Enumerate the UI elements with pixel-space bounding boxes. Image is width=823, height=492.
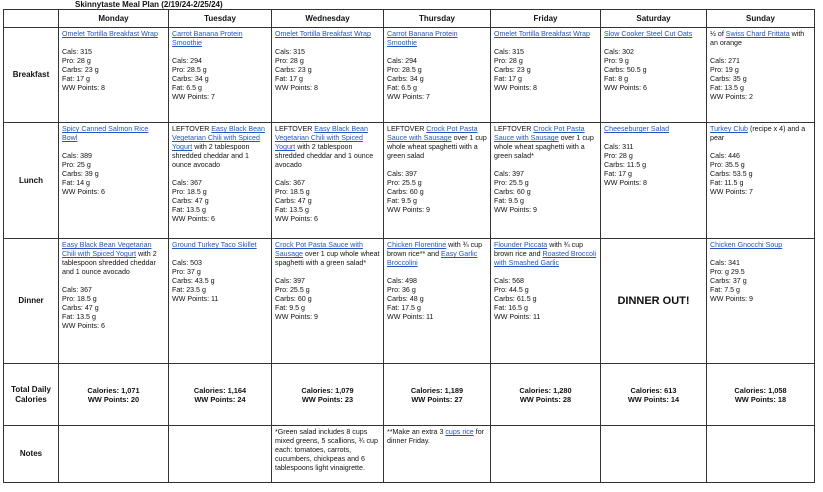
daily-total-cell: [601, 364, 707, 426]
nutrition-info: [172, 179, 268, 224]
notes-cell: [491, 426, 601, 483]
nutrition-line: Carbs: 60 g: [275, 295, 312, 303]
nutrition-line: WW Points: 11: [387, 313, 434, 321]
nutrition-line: WW Points: 6: [62, 322, 105, 330]
recipe-link[interactable]: Omelet Tortilla Breakfast Wrap: [62, 30, 158, 38]
lunch-cell: [272, 123, 384, 239]
breakfast-cell: [272, 28, 384, 123]
lunch-cell: [384, 123, 491, 239]
day-header-row: [4, 10, 815, 28]
daily-total-cell: [169, 364, 272, 426]
nutrition-line: Fat: 13.5 g: [62, 313, 96, 321]
dinner-cell: [707, 239, 815, 364]
nutrition-line: WW Points: 7: [172, 93, 215, 101]
nutrition-info: [494, 277, 597, 322]
nutrition-line: Cals: 294: [172, 57, 202, 65]
nutrition-line: Pro: 18.5 g: [172, 188, 207, 196]
total-ww-points: WW Points: 14: [627, 394, 680, 404]
notes-cell: [384, 426, 491, 483]
nutrition-line: Fat: 7.5 g: [710, 286, 740, 294]
dinner-cell: [59, 239, 169, 364]
nutrition-line: Pro: 28 g: [62, 57, 91, 65]
meal-text: over 1 cup whole wheat spaghetti with a green salad*: [275, 250, 380, 267]
nutrition-line: Fat: 9.5 g: [275, 304, 305, 312]
nutrition-info: [387, 57, 487, 102]
nutrition-line: WW Points: 8: [275, 84, 318, 92]
meal-text: LEFTOVER: [172, 125, 212, 133]
recipe-link[interactable]: cups rice: [445, 428, 474, 436]
recipe-link[interactable]: Omelet Tortilla Breakfast Wrap: [275, 30, 371, 38]
total-ww-points: WW Points: 23: [301, 394, 354, 404]
total-calories: Calories: 1,079: [301, 385, 354, 395]
nutrition-line: Pro: 28 g: [275, 57, 304, 65]
nutrition-line: WW Points: 8: [604, 179, 647, 187]
nutrition-line: Carbs: 34 g: [387, 75, 424, 83]
recipe-link[interactable]: Easy Black Bean Vegetarian Chili with Spiced Yogurt: [62, 241, 152, 258]
total-calories: Calories: 613: [630, 385, 677, 395]
nutrition-line: WW Points: 11: [494, 313, 541, 321]
recipe-link[interactable]: Cheeseburger Salad: [604, 125, 670, 133]
meal-text: with 2 tablespoon shredded cheddar and 1 ounce avocado: [275, 143, 374, 169]
nutrition-info: [62, 48, 165, 93]
meal-text: over 1 cup whole wheat spaghetti with a green salad*: [494, 134, 594, 160]
daily-total-cell: [491, 364, 601, 426]
nutrition-line: WW Points: 6: [172, 215, 215, 223]
total-calories: Calories: 1,164: [193, 385, 247, 395]
nutrition-line: Carbs: 23 g: [494, 66, 531, 74]
nutrition-line: Cals: 446: [710, 152, 740, 160]
recipe-link[interactable]: Chicken Florentine: [387, 241, 447, 249]
nutrition-line: Pro: 35.5 g: [710, 161, 745, 169]
total-ww-points: WW Points: 24: [194, 394, 246, 404]
day-header-monday: Monday: [59, 10, 169, 28]
dinner-cell: [169, 239, 272, 364]
nutrition-line: Cals: 568: [494, 277, 524, 285]
nutrition-line: WW Points: 9: [710, 295, 753, 303]
meal-text: LEFTOVER: [494, 125, 534, 133]
nutrition-info: [62, 286, 165, 331]
nutrition-info: [494, 170, 597, 215]
nutrition-line: Pro: 28 g: [494, 57, 523, 65]
nutrition-line: Carbs: 23 g: [275, 66, 312, 74]
nutrition-line: Pro: 25.5 g: [494, 179, 529, 187]
nutrition-line: Cals: 389: [62, 152, 92, 160]
nutrition-line: Carbs: 23 g: [62, 66, 99, 74]
nutrition-line: Fat: 6.5 g: [387, 84, 417, 92]
nutrition-line: Fat: 11.5 g: [710, 179, 744, 187]
lunch-row: [4, 123, 815, 239]
nutrition-line: Cals: 315: [494, 48, 524, 56]
dinner-cell: [384, 239, 491, 364]
breakfast-cell: [384, 28, 491, 123]
notes-cell: [707, 426, 815, 483]
total-ww-points: WW Points: 20: [87, 394, 140, 404]
notes-cell: [59, 426, 169, 483]
nutrition-line: Cals: 397: [275, 277, 305, 285]
nutrition-line: Fat: 13.5 g: [172, 206, 206, 214]
nutrition-line: Fat: 8 g: [604, 75, 629, 83]
row-label-totals: Total Daily Calories: [4, 364, 59, 426]
nutrition-line: Carbs: 37 g: [710, 277, 747, 285]
meal-text: with 2 tablespoon shredded cheddar and 1 ounce avocado: [62, 250, 157, 276]
daily-total-cell: [707, 364, 815, 426]
nutrition-line: WW Points: 9: [494, 206, 537, 214]
breakfast-cell: [169, 28, 272, 123]
nutrition-line: Cals: 367: [172, 179, 202, 187]
nutrition-line: Pro: 25 g: [62, 161, 91, 169]
meal-text: with ¾ cup brown rice and: [494, 241, 584, 258]
recipe-link[interactable]: Turkey Club: [710, 125, 748, 133]
recipe-link[interactable]: Easy Black Bean Vegetarian Chili with Spiced Yogurt: [275, 125, 368, 151]
nutrition-line: WW Points: 7: [710, 188, 753, 196]
nutrition-line: Fat: 9.5 g: [494, 197, 524, 205]
meal-text: LEFTOVER: [387, 125, 427, 133]
recipe-link[interactable]: Omelet Tortilla Breakfast Wrap: [494, 30, 590, 38]
nutrition-line: Fat: 14 g: [62, 179, 90, 187]
nutrition-line: Pro: 28 g: [604, 152, 633, 160]
nutrition-line: Fat: 9.5 g: [387, 197, 417, 205]
nutrition-line: Pro: 18.5 g: [275, 188, 310, 196]
recipe-link[interactable]: Swiss Chard Frittata: [725, 30, 790, 38]
lunch-cell: [59, 123, 169, 239]
meal-text: LEFTOVER: [275, 125, 315, 133]
nutrition-line: Carbs: 60 g: [494, 188, 531, 196]
recipe-link[interactable]: Easy Black Bean Vegetarian Chili with Spiced Yogurt: [172, 125, 265, 151]
meal-text: with an orange: [710, 30, 805, 47]
nutrition-line: Pro: 25.5 g: [275, 286, 310, 294]
lunch-cell: [707, 123, 815, 239]
nutrition-line: Carbs: 50.5 g: [604, 66, 647, 74]
notes-cell: [169, 426, 272, 483]
nutrition-info: [604, 48, 703, 93]
daily-total-cell: [272, 364, 384, 426]
nutrition-line: Cals: 271: [710, 57, 740, 65]
day-header-saturday: Saturday: [601, 10, 707, 28]
nutrition-line: Cals: 302: [604, 48, 634, 56]
recipe-link[interactable]: Chicken Gnocchi Soup: [710, 241, 783, 249]
meal-plan-table: [3, 9, 815, 483]
nutrition-line: Cals: 311: [604, 143, 634, 151]
dinner-row: [4, 239, 815, 364]
nutrition-line: WW Points: 8: [62, 84, 105, 92]
nutrition-line: Fat: 17.5 g: [387, 304, 421, 312]
nutrition-line: Pro: 9 g: [604, 57, 629, 65]
nutrition-line: WW Points: 8: [494, 84, 537, 92]
nutrition-info: [172, 57, 268, 102]
nutrition-line: Pro: g 29.5: [710, 268, 745, 276]
nutrition-line: Pro: 37 g: [172, 268, 201, 276]
nutrition-line: Fat: 13.5 g: [710, 84, 744, 92]
total-calories: Calories: 1,280: [519, 385, 572, 395]
nutrition-line: Cals: 315: [275, 48, 305, 56]
breakfast-cell: [601, 28, 707, 123]
nutrition-line: Fat: 13.5 g: [275, 206, 309, 214]
breakfast-cell: [707, 28, 815, 123]
meal-text: *Green salad includes 8 cups mixed greens, 5 scallions, ¾ cup each: tomatoes, carrots, cucumbers, chickpeas and 6 tablespoons light vinaigrette.: [275, 428, 378, 472]
day-header-friday: Friday: [491, 10, 601, 28]
row-label-breakfast: Breakfast: [4, 28, 59, 123]
nutrition-line: Fat: 23.5 g: [172, 286, 206, 294]
nutrition-line: Pro: 28.5 g: [172, 66, 207, 74]
recipe-link[interactable]: Ground Turkey Taco Skillet: [172, 241, 257, 249]
nutrition-line: Carbs: 47 g: [62, 304, 99, 312]
notes-row: [4, 426, 815, 483]
nutrition-info: [387, 170, 487, 215]
nutrition-line: Carbs: 47 g: [275, 197, 312, 205]
nutrition-line: Carbs: 53.5 g: [710, 170, 753, 178]
nutrition-line: Pro: 19 g: [710, 66, 739, 74]
nutrition-info: [604, 143, 703, 188]
nutrition-line: Carbs: 34 g: [172, 75, 209, 83]
recipe-link[interactable]: Spicy Canned Salmon Rice Bowl: [62, 125, 149, 142]
day-header-tuesday: Tuesday: [169, 10, 272, 28]
nutrition-line: WW Points: 9: [275, 313, 318, 321]
nutrition-info: [275, 277, 380, 322]
meal-text: with ¾ cup brown rice** and: [387, 241, 483, 258]
nutrition-line: Carbs: 39 g: [62, 170, 99, 178]
meal-text: ½ of: [710, 30, 726, 38]
nutrition-line: Cals: 294: [387, 57, 417, 65]
recipe-link[interactable]: Roasted Broccoli with Smashed Garlic: [494, 250, 597, 267]
day-header-sunday: Sunday: [707, 10, 815, 28]
nutrition-line: Carbs: 61.5 g: [494, 295, 537, 303]
recipe-link[interactable]: Flounder Piccata: [494, 241, 548, 249]
meal-text: for dinner Friday.: [387, 428, 484, 445]
meal-text: over 1 cup whole wheat spaghetti with a green salad: [387, 134, 487, 160]
nutrition-line: Pro: 18.5 g: [62, 295, 97, 303]
nutrition-line: Cals: 397: [387, 170, 417, 178]
nutrition-line: Carbs: 35 g: [710, 75, 747, 83]
nutrition-line: WW Points: 9: [387, 206, 430, 214]
nutrition-line: Carbs: 48 g: [387, 295, 424, 303]
dinner-cell: DINNER OUT!: [601, 239, 707, 364]
recipe-link[interactable]: Carrot Banana Protein Smoothie: [172, 30, 243, 47]
nutrition-info: [275, 48, 380, 93]
breakfast-cell: [59, 28, 169, 123]
nutrition-info: [387, 277, 487, 322]
notes-cell: [601, 426, 707, 483]
nutrition-info: [494, 48, 597, 93]
day-header-wednesday: Wednesday: [272, 10, 384, 28]
nutrition-line: WW Points: 6: [62, 188, 105, 196]
nutrition-info: [172, 259, 268, 304]
nutrition-line: Cals: 367: [62, 286, 92, 294]
nutrition-info: [710, 57, 811, 102]
total-ww-points: WW Points: 18: [734, 394, 787, 404]
recipe-link[interactable]: Carrot Banana Protein Smoothie: [387, 30, 458, 47]
nutrition-line: Fat: 16.5 g: [494, 304, 528, 312]
total-calories: Calories: 1,189: [410, 385, 464, 395]
page-title: Skinnytaste Meal Plan (2/19/24-2/25/24): [75, 0, 223, 9]
nutrition-line: Pro: 25.5 g: [387, 179, 422, 187]
nutrition-info: [710, 259, 811, 304]
meal-text: with 2 tablespoon shredded cheddar and 1 ounce avocado: [172, 143, 250, 169]
nutrition-line: Carbs: 60 g: [387, 188, 424, 196]
total-calories: Calories: 1,071: [87, 385, 140, 395]
nutrition-line: WW Points: 6: [604, 84, 647, 92]
recipe-link[interactable]: Easy Garlic Broccolini: [387, 250, 478, 267]
recipe-link[interactable]: Crock Pot Pasta Sauce with Sausage: [275, 241, 363, 258]
row-label-lunch: Lunch: [4, 123, 59, 239]
day-header-thursday: Thursday: [384, 10, 491, 28]
recipe-link[interactable]: Crock Pot Pasta Sauce with Sausage: [494, 125, 585, 142]
lunch-cell: [491, 123, 601, 239]
nutrition-line: WW Points: 6: [275, 215, 318, 223]
nutrition-line: Pro: 36 g: [387, 286, 416, 294]
row-label-notes: Notes: [4, 426, 59, 483]
row-label-dinner: Dinner: [4, 239, 59, 364]
meal-text: (recipe x 4) and a pear: [710, 125, 806, 142]
breakfast-cell: [491, 28, 601, 123]
dinner-cell: [272, 239, 384, 364]
meal-text: **Make an extra 3: [387, 428, 446, 436]
nutrition-line: Fat: 17 g: [62, 75, 90, 83]
breakfast-row: [4, 28, 815, 123]
nutrition-line: WW Points: 7: [387, 93, 430, 101]
dinner-cell: [491, 239, 601, 364]
recipe-link[interactable]: Slow Cooker Steel Cut Oats: [604, 30, 693, 38]
nutrition-info: [62, 152, 165, 197]
nutrition-line: Cals: 315: [62, 48, 92, 56]
nutrition-line: Carbs: 47 g: [172, 197, 209, 205]
nutrition-line: Carbs: 11.5 g: [604, 161, 647, 169]
notes-cell: [272, 426, 384, 483]
nutrition-line: Cals: 367: [275, 179, 305, 187]
nutrition-line: Carbs: 43.5 g: [172, 277, 215, 285]
nutrition-line: Fat: 6.5 g: [172, 84, 202, 92]
daily-total-cell: [384, 364, 491, 426]
nutrition-line: Cals: 341: [710, 259, 740, 267]
total-ww-points: WW Points: 28: [519, 394, 572, 404]
lunch-cell: [601, 123, 707, 239]
nutrition-line: Fat: 17 g: [604, 170, 632, 178]
nutrition-line: Pro: 28.5 g: [387, 66, 422, 74]
nutrition-info: [275, 179, 380, 224]
total-ww-points: WW Points: 27: [411, 394, 463, 404]
corner-cell: [4, 10, 59, 28]
lunch-cell: [169, 123, 272, 239]
nutrition-info: [710, 152, 811, 197]
totals-row: [4, 364, 815, 426]
nutrition-line: WW Points: 11: [172, 295, 219, 303]
nutrition-line: Cals: 503: [172, 259, 202, 267]
total-calories: Calories: 1,058: [734, 385, 787, 395]
nutrition-line: Pro: 44.5 g: [494, 286, 529, 294]
daily-total-cell: [59, 364, 169, 426]
nutrition-line: Fat: 17 g: [275, 75, 303, 83]
nutrition-line: Cals: 397: [494, 170, 524, 178]
recipe-link[interactable]: Crock Pot Pasta Sauce with Sausage: [387, 125, 478, 142]
nutrition-line: Fat: 17 g: [494, 75, 522, 83]
nutrition-line: WW Points: 2: [710, 93, 753, 101]
nutrition-line: Cals: 498: [387, 277, 417, 285]
